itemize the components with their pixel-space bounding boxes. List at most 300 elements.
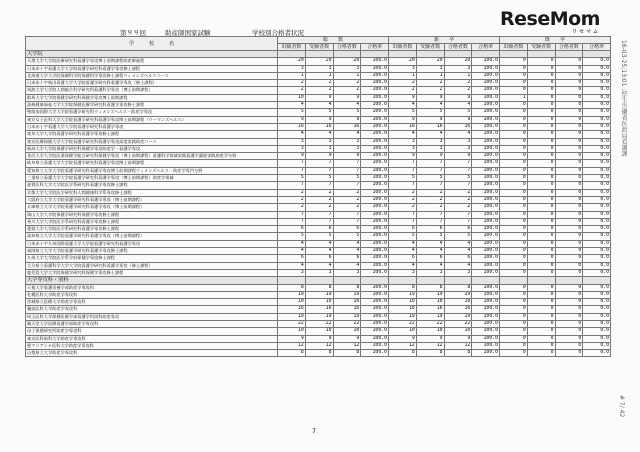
value-cell: 0 [555, 80, 583, 87]
value-cell: 100.0 [361, 299, 389, 306]
value-cell: 100.0 [361, 65, 389, 72]
value-cell: 0 [527, 350, 555, 357]
table-row [26, 320, 611, 327]
value-cell: 2 [333, 87, 361, 94]
value-cell: 19 [305, 291, 333, 298]
value-cell: 4 [444, 131, 472, 138]
table-row [26, 335, 611, 342]
value-cell: 0 [527, 335, 555, 342]
value-cell: 5 [416, 109, 444, 116]
value-cell: 2 [389, 80, 417, 87]
value-cell: 5 [389, 233, 417, 240]
value-cell: 0 [555, 167, 583, 174]
value-cell: 0 [527, 72, 555, 79]
value-cell: 0 [555, 175, 583, 182]
table-row [26, 80, 611, 87]
value-cell: 0 [527, 299, 555, 306]
table-row [26, 328, 611, 335]
value-cell: 16 [444, 306, 472, 313]
value-cell: 3 [444, 65, 472, 72]
value-cell: 0 [555, 72, 583, 79]
school-name-cell: 岐阜県立看護大学大学院看護学研究科看護学専攻博士前期課程 [26, 160, 278, 167]
value-cell: 100.0 [472, 335, 500, 342]
value-cell: 0 [527, 138, 555, 145]
value-cell: 5 [278, 175, 306, 182]
value-cell: 100.0 [472, 218, 500, 225]
value-cell: 5 [444, 109, 472, 116]
value-cell: 2 [389, 204, 417, 211]
value-cell: 0 [527, 218, 555, 225]
table-row [26, 138, 611, 145]
value-cell: 100.0 [472, 123, 500, 130]
value-cell: 100.0 [472, 72, 500, 79]
value-cell: 0 [527, 145, 555, 152]
school-name-cell: 岡山大学大学院保健学研究科保健学専攻修士課程 [26, 211, 278, 218]
value-cell: 0.0 [583, 226, 611, 233]
logo-subtext: リセマム [572, 29, 600, 35]
value-cell: 4 [444, 248, 472, 255]
value-cell: 20 [333, 58, 361, 65]
value-cell: 0 [500, 58, 528, 65]
value-cell: 9 [278, 153, 306, 160]
table-row [26, 182, 611, 189]
value-cell: 0.0 [583, 138, 611, 145]
value-cell: 100.0 [361, 94, 389, 101]
value-cell: 20 [389, 58, 417, 65]
value-cell: 0 [527, 320, 555, 327]
sub-header-cell: 受験者数 [416, 44, 444, 51]
value-cell: 0.0 [583, 248, 611, 255]
value-cell: 8 [444, 350, 472, 357]
value-cell: 2 [333, 204, 361, 211]
value-cell: 0 [527, 87, 555, 94]
value-cell: 16 [416, 123, 444, 130]
value-cell: 12 [305, 342, 333, 349]
value-cell: 100.0 [472, 262, 500, 269]
value-cell: 7 [389, 211, 417, 218]
value-cell: 8 [333, 350, 361, 357]
school-name-cell: 大分県立看護科学大学大学院看護学研究科看護学専攻（修士課程） [26, 262, 278, 269]
value-cell: 4 [416, 262, 444, 269]
value-cell: 0 [500, 291, 528, 298]
value-cell: 0 [527, 313, 555, 320]
value-cell: 16 [333, 306, 361, 313]
value-cell: 10 [278, 328, 306, 335]
table-row [26, 123, 611, 130]
value-cell: 9 [416, 94, 444, 101]
school-name-cell: 獨協医科大学助産学専攻科 [26, 306, 278, 313]
value-cell: 0 [500, 328, 528, 335]
value-cell: 0 [527, 94, 555, 101]
section-empty-cell [389, 277, 417, 284]
value-cell: 0 [527, 153, 555, 160]
table-row [26, 211, 611, 218]
value-cell: 0 [527, 291, 555, 298]
value-cell: 0 [500, 248, 528, 255]
table-row [26, 306, 611, 313]
value-cell: 8 [278, 350, 306, 357]
value-cell: 100.0 [361, 131, 389, 138]
table-row [26, 255, 611, 262]
table-row [26, 196, 611, 203]
table-row [26, 189, 611, 196]
value-cell: 10 [389, 299, 417, 306]
value-cell: 7 [444, 182, 472, 189]
value-cell: 0 [555, 342, 583, 349]
side-page-counter: # 7/ 42 [618, 395, 625, 418]
school-name-cell: 滋賀医科大学大学院医学系研究科看護学専攻修士課程 [26, 182, 278, 189]
value-cell: 9 [305, 335, 333, 342]
value-cell: 100.0 [472, 175, 500, 182]
value-cell: 7 [416, 182, 444, 189]
col-school-header: 学 校 名 [26, 37, 278, 51]
value-cell: 0 [500, 342, 528, 349]
table-row [26, 240, 611, 247]
value-cell: 9 [389, 94, 417, 101]
value-cell: 10 [389, 328, 417, 335]
value-cell: 100.0 [361, 102, 389, 109]
value-cell: 19 [278, 313, 306, 320]
section-label: 大学院 [26, 51, 278, 58]
value-cell: 4 [278, 131, 306, 138]
value-cell: 7 [278, 211, 306, 218]
value-cell: 100.0 [361, 72, 389, 79]
value-cell: 0.0 [583, 284, 611, 291]
value-cell: 8 [333, 284, 361, 291]
value-cell: 10 [444, 299, 472, 306]
value-cell: 100.0 [472, 313, 500, 320]
value-cell: 1 [333, 72, 361, 79]
page-number: 7 [312, 428, 316, 435]
value-cell: 100.0 [361, 255, 389, 262]
school-name-cell: 金沢大学大学院医薬保健学総合研究科保健学専攻（博士前期課程）看護科学領域実践看護学講座実践助産学分野 [26, 153, 278, 160]
value-cell: 3 [444, 145, 472, 152]
value-cell: 9 [444, 153, 472, 160]
value-cell: 12 [278, 342, 306, 349]
value-cell: 0 [527, 226, 555, 233]
value-cell: 0 [555, 313, 583, 320]
school-name-cell: 筑波大学大学院人間総合科学研究科看護科学専攻（博士前期課程） [26, 87, 278, 94]
value-cell: 7 [444, 218, 472, 225]
school-name-cell: 埼玉医科大学保健医療学部看護学科別科助産専攻 [26, 313, 278, 320]
table-row [26, 160, 611, 167]
school-name-cell: 日本赤十字看護大学大学院看護学研究科看護学専攻 [26, 123, 278, 130]
value-cell: 0 [555, 328, 583, 335]
value-cell: 4 [278, 262, 306, 269]
section-header-row [26, 277, 611, 284]
value-cell: 6 [278, 226, 306, 233]
value-cell: 0.0 [583, 240, 611, 247]
value-cell: 19 [416, 291, 444, 298]
value-cell: 6 [389, 226, 417, 233]
value-cell: 0 [555, 291, 583, 298]
value-cell: 4 [416, 102, 444, 109]
value-cell: 100.0 [472, 80, 500, 87]
section-empty-cell [305, 51, 333, 58]
value-cell: 19 [333, 291, 361, 298]
logo-text: ReseMom [500, 8, 600, 30]
value-cell: 0 [555, 94, 583, 101]
value-cell: 2 [416, 204, 444, 211]
value-cell: 100.0 [361, 313, 389, 320]
value-cell: 9 [416, 335, 444, 342]
value-cell: 7 [305, 218, 333, 225]
value-cell: 3 [305, 269, 333, 276]
value-cell: 4 [305, 131, 333, 138]
value-cell: 19 [444, 291, 472, 298]
value-cell: 0 [500, 218, 528, 225]
value-cell: 6 [278, 255, 306, 262]
value-cell: 100.0 [361, 160, 389, 167]
section-empty-cell [361, 51, 389, 58]
value-cell: 16 [333, 123, 361, 130]
value-cell: 100.0 [361, 138, 389, 145]
value-cell: 16 [278, 123, 306, 130]
value-cell: 100.0 [472, 233, 500, 240]
value-cell: 0 [527, 175, 555, 182]
value-cell: 0 [555, 233, 583, 240]
value-cell: 19 [389, 291, 417, 298]
value-cell: 100.0 [361, 123, 389, 130]
school-name-cell: 札幌医科大学助産学専攻科 [26, 291, 278, 298]
value-cell: 6 [416, 226, 444, 233]
value-cell: 0 [500, 102, 528, 109]
value-cell: 0.0 [583, 328, 611, 335]
value-cell: 0 [527, 211, 555, 218]
value-cell: 2 [305, 189, 333, 196]
value-cell: 8 [416, 350, 444, 357]
school-name-cell: 香川大学大学院医学系研究科看護学専攻修士課程 [26, 218, 278, 225]
value-cell: 22 [389, 320, 417, 327]
value-cell: 0 [500, 189, 528, 196]
value-cell: 3 [416, 269, 444, 276]
school-name-cell: 三重県立看護大学大学院看護学研究科看護学専攻（博士前期課程）助産学領域 [26, 175, 278, 182]
value-cell: 0.0 [583, 350, 611, 357]
value-cell: 3 [416, 65, 444, 72]
value-cell: 100.0 [472, 87, 500, 94]
value-cell: 2 [278, 196, 306, 203]
value-cell: 19 [416, 313, 444, 320]
table-row [26, 87, 611, 94]
school-name-cell: 聖路加国際大学大学院看護学研究科ウィメンズヘルス・助産学専攻 [26, 109, 278, 116]
value-cell: 4 [333, 262, 361, 269]
value-cell: 2 [305, 87, 333, 94]
school-name-cell: 京都大学大学院医学研究科人間健康科学系専攻修士課程 [26, 189, 278, 196]
value-cell: 7 [416, 167, 444, 174]
value-cell: 0.0 [583, 167, 611, 174]
value-cell: 100.0 [361, 58, 389, 65]
value-cell: 9 [389, 335, 417, 342]
value-cell: 100.0 [361, 153, 389, 160]
value-cell: 5 [305, 233, 333, 240]
value-cell: 4 [416, 240, 444, 247]
section-empty-cell [555, 51, 583, 58]
value-cell: 6 [444, 255, 472, 262]
value-cell: 0.0 [583, 291, 611, 298]
value-cell: 12 [333, 342, 361, 349]
value-cell: 2 [389, 87, 417, 94]
value-cell: 100.0 [361, 204, 389, 211]
section-empty-cell [527, 277, 555, 284]
value-cell: 10 [305, 328, 333, 335]
fax-stamp: 16-03-25;13:01 ;厚生労働省医政局看護課 [620, 40, 627, 157]
sub-header-cell: 出願者数 [389, 44, 417, 51]
value-cell: 0 [527, 255, 555, 262]
table-title: 学校別合格者状況 [252, 29, 304, 37]
table-row [26, 342, 611, 349]
value-cell: 9 [278, 116, 306, 123]
value-cell: 9 [389, 116, 417, 123]
value-cell: 0 [527, 109, 555, 116]
value-cell: 0.0 [583, 153, 611, 160]
value-cell: 100.0 [472, 342, 500, 349]
sub-header-cell: 合格者数 [444, 44, 472, 51]
school-name-cell: 母子保健研究所助産学専攻科 [26, 328, 278, 335]
value-cell: 2 [444, 87, 472, 94]
value-cell: 0 [555, 102, 583, 109]
value-cell: 16 [389, 306, 417, 313]
value-cell: 8 [389, 284, 417, 291]
resemom-logo [500, 8, 600, 35]
value-cell: 100.0 [361, 240, 389, 247]
value-cell: 100.0 [472, 255, 500, 262]
value-cell: 5 [305, 109, 333, 116]
value-cell: 0.0 [583, 313, 611, 320]
value-cell: 100.0 [472, 240, 500, 247]
value-cell: 100.0 [361, 291, 389, 298]
value-cell: 3 [278, 269, 306, 276]
school-name-cell: 群馬大学大学院保健学研究科保健学専攻博士前期課程 [26, 94, 278, 101]
value-cell: 3 [389, 145, 417, 152]
section-empty-cell [500, 277, 528, 284]
table-body [26, 51, 611, 357]
value-cell: 7 [389, 160, 417, 167]
value-cell: 9 [305, 116, 333, 123]
value-cell: 0 [527, 233, 555, 240]
value-cell: 100.0 [361, 342, 389, 349]
value-cell: 12 [389, 342, 417, 349]
table-row [26, 102, 611, 109]
school-name-cell: 高崎健康福祉大学大学院保健医療学研究科看護学専攻修士課程 [26, 102, 278, 109]
value-cell: 2 [444, 80, 472, 87]
value-cell: 0.0 [583, 335, 611, 342]
results-table [25, 36, 611, 357]
value-cell: 3 [416, 145, 444, 152]
value-cell: 0 [555, 189, 583, 196]
value-cell: 0.0 [583, 299, 611, 306]
value-cell: 100.0 [361, 248, 389, 255]
value-cell: 12 [416, 342, 444, 349]
table-row [26, 153, 611, 160]
value-cell: 0.0 [583, 102, 611, 109]
value-cell: 4 [389, 262, 417, 269]
value-cell: 4 [278, 102, 306, 109]
value-cell: 7 [278, 218, 306, 225]
value-cell: 0 [500, 72, 528, 79]
value-cell: 0 [527, 160, 555, 167]
value-cell: 0.0 [583, 87, 611, 94]
school-name-cell: 茨城県立医療大学助産学専攻科 [26, 299, 278, 306]
section-empty-cell [472, 277, 500, 284]
value-cell: 0.0 [583, 58, 611, 65]
value-cell: 8 [278, 284, 306, 291]
value-cell: 4 [444, 102, 472, 109]
value-cell: 2 [416, 80, 444, 87]
group-header-total: 総 数 [278, 37, 389, 44]
value-cell: 0.0 [583, 262, 611, 269]
value-cell: 3 [278, 65, 306, 72]
value-cell: 100.0 [361, 284, 389, 291]
value-cell: 100.0 [361, 320, 389, 327]
value-cell: 100.0 [361, 189, 389, 196]
value-cell: 16 [444, 123, 472, 130]
value-cell: 19 [444, 313, 472, 320]
value-cell: 1 [500, 94, 528, 101]
value-cell: 6 [305, 255, 333, 262]
sub-header-cell: 受験者数 [305, 44, 333, 51]
school-name-cell: 日本赤十字九州国際看護大学大学院看護学研究科看護学専攻 [26, 240, 278, 247]
value-cell: 22 [333, 320, 361, 327]
value-cell: 7 [278, 167, 306, 174]
value-cell: 0 [527, 102, 555, 109]
value-cell: 20 [416, 58, 444, 65]
value-cell: 5 [389, 109, 417, 116]
value-cell: 0 [527, 306, 555, 313]
value-cell: 100.0 [472, 350, 500, 357]
school-name-cell: 愛知県立大学大学院看護学研究科看護学専攻博士前期課程ウィメンズヘルス・助産学専門分野 [26, 167, 278, 174]
value-cell: 2 [444, 189, 472, 196]
value-cell: 100.0 [361, 211, 389, 218]
value-cell: 7 [305, 167, 333, 174]
value-cell: 0 [527, 189, 555, 196]
value-cell: 0 [555, 284, 583, 291]
value-cell: 16 [389, 123, 417, 130]
value-cell: 5 [444, 175, 472, 182]
value-cell: 0 [555, 269, 583, 276]
value-cell: 0 [555, 335, 583, 342]
value-cell: 7 [278, 160, 306, 167]
value-cell: 1 [305, 72, 333, 79]
value-cell: 100.0 [361, 262, 389, 269]
value-cell: 0 [500, 299, 528, 306]
value-cell: 1 [444, 72, 472, 79]
value-cell: 4 [333, 248, 361, 255]
value-cell: 7 [278, 182, 306, 189]
value-cell: 9 [305, 153, 333, 160]
sub-header-cell: 合格率 [472, 44, 500, 51]
value-cell: 10 [305, 299, 333, 306]
value-cell: 0 [555, 218, 583, 225]
table-row [26, 204, 611, 211]
value-cell: 0 [555, 240, 583, 247]
value-cell: 4 [333, 131, 361, 138]
school-name-cell: 新潟大学大学院保健学研究科保健学専攻助産学・看護学専攻 [26, 145, 278, 152]
value-cell: 10 [416, 328, 444, 335]
value-cell: 0.0 [583, 189, 611, 196]
value-cell: 3 [444, 269, 472, 276]
table-row [26, 262, 611, 269]
value-cell: 1 [416, 72, 444, 79]
value-cell: 0 [555, 145, 583, 152]
value-cell: 9 [444, 335, 472, 342]
value-cell: 0 [527, 80, 555, 87]
value-cell: 4 [333, 102, 361, 109]
value-cell: 100.0 [472, 145, 500, 152]
value-cell: 0 [555, 248, 583, 255]
value-cell: 2 [305, 196, 333, 203]
value-cell: 0 [500, 211, 528, 218]
value-cell: 100.0 [472, 248, 500, 255]
